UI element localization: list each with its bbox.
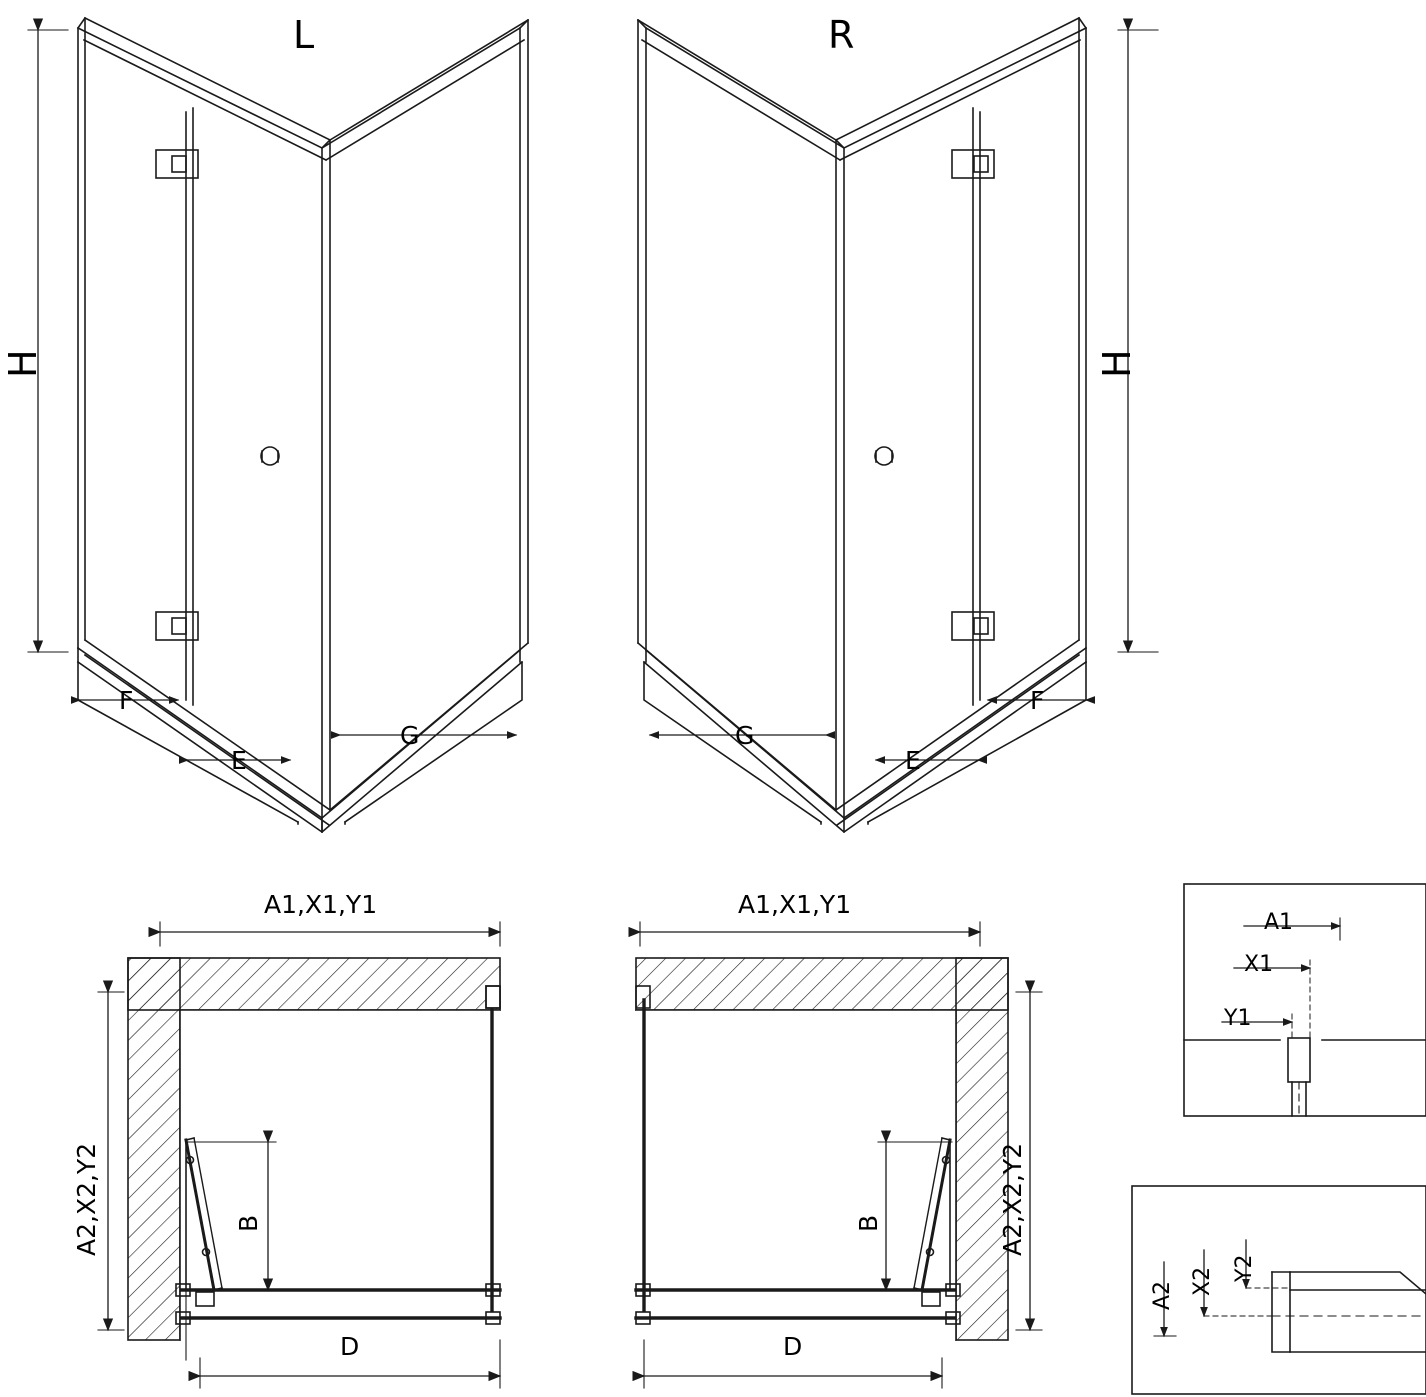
dim-label-f-right: F	[1030, 686, 1045, 715]
detail-top	[1184, 884, 1426, 1116]
detail-label-a2: A2	[1150, 1280, 1175, 1310]
dim-label-g-left: G	[400, 721, 420, 750]
detail-label-x1: X1	[1244, 952, 1274, 977]
detail-label-y2: Y2	[1232, 1254, 1257, 1282]
dim-label-b-right: B	[854, 1214, 883, 1232]
dim-label-d-right: D	[783, 1332, 803, 1361]
dim-label-d-left: D	[340, 1332, 360, 1361]
dim-label-a2x2y2-right: A2,X2,Y2	[998, 1142, 1027, 1256]
plan-view-right	[636, 958, 1008, 1340]
dim-label-a1x1y1-right: A1,X1,Y1	[738, 890, 852, 919]
dim-label-h-right: H	[1095, 349, 1139, 378]
dim-label-e-right: E	[905, 746, 921, 775]
dim-label-a1x1y1-left: A1,X1,Y1	[264, 890, 378, 919]
detail-label-x2: X2	[1190, 1266, 1215, 1296]
dim-label-g-right: G	[735, 721, 755, 750]
view-title-right: R	[828, 13, 855, 57]
iso-view-right	[638, 13, 1086, 832]
plan-view-left	[128, 958, 500, 1340]
dim-height-right	[1118, 30, 1158, 652]
dim-label-a2x2y2-left: A2,X2,Y2	[72, 1142, 101, 1256]
dim-label-b-left: B	[234, 1214, 263, 1232]
dim-label-e-left: E	[231, 746, 247, 775]
dim-label-h-left: H	[1, 349, 45, 378]
iso-view-left	[78, 13, 528, 832]
dim-label-f-left: F	[119, 686, 134, 715]
detail-bottom	[1132, 1186, 1426, 1394]
detail-label-y1: Y1	[1224, 1006, 1252, 1031]
detail-label-a1: A1	[1264, 910, 1294, 935]
view-title-left: L	[293, 13, 315, 57]
dim-height-left	[28, 30, 68, 652]
